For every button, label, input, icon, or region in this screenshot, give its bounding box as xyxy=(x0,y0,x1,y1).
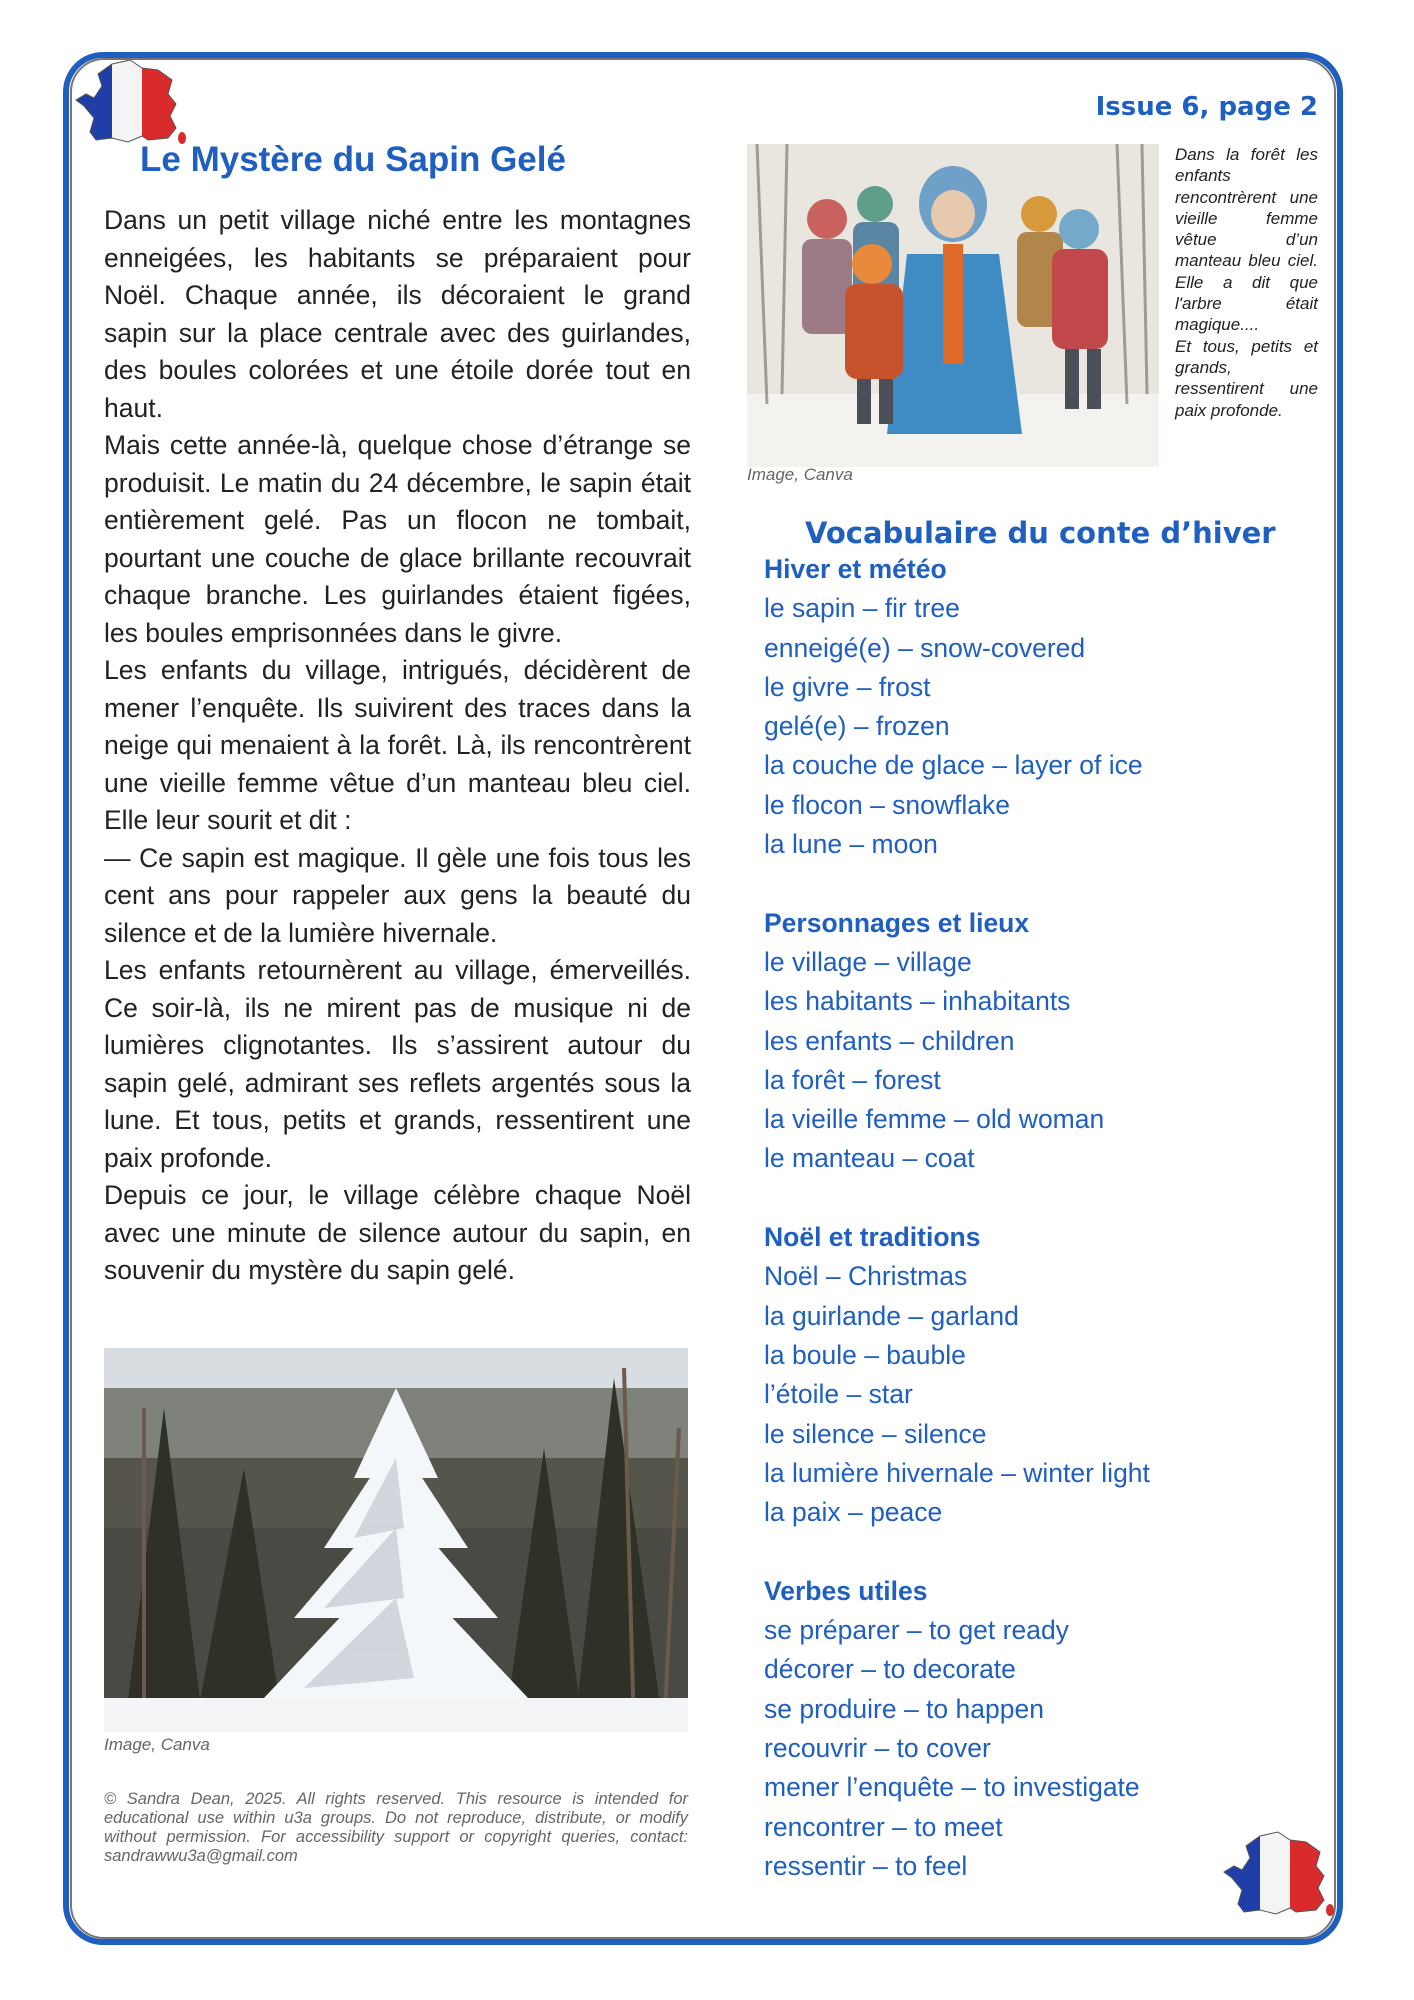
children-image-caption: Image, Canva xyxy=(747,465,853,484)
article-title: Le Mystère du Sapin Gelé xyxy=(140,140,566,179)
copyright-notice: © Sandra Dean, 2025. All rights reserved. This resource is intended for educational use within u3a groups. Do not reproduce, distribute, or modify without permission. For accessibility support or copyright queries, contact: sandrawwu3a@gmail.com xyxy=(104,1790,688,1865)
vocab-item: l’étoile – star xyxy=(764,1379,913,1410)
france-flag-map-icon xyxy=(72,58,190,144)
story-paragraph: Depuis ce jour, le village célèbre chaque Noël avec une minute de silence autour du sapin, en souvenir du mystère du sapin gelé. xyxy=(104,1180,691,1285)
vocab-group-heading: Noël et traditions xyxy=(764,1222,981,1253)
vocab-title: Vocabulaire du conte d’hiver xyxy=(805,516,1276,550)
story-paragraph: Mais cette année-là, quelque chose d’étrange se produisit. Le matin du 24 décembre, le sapin était entièrement gelé. Pas un flocon ne tombait, pourtant une couche de glace brillante recouvrait chaque branche. Les guirlandes étaient figées, les boules emprisonnées dans le givre. xyxy=(104,430,691,648)
story-text xyxy=(104,202,691,1290)
vocab-item: la lumière hivernale – winter light xyxy=(764,1457,1150,1488)
story-paragraph: Dans un petit village niché entre les montagnes enneigées, les habitants se préparaient pour Noël. Chaque année, ils décoraient le grand sapin sur la place centrale avec des guirlandes, des boules colorées et une étoile dorée tout en haut. xyxy=(104,205,691,423)
side-caption xyxy=(1175,144,1318,421)
frozen-tree-image xyxy=(104,1348,688,1732)
side-caption-line: Et tous, petits et grands, ressentirent une paix profonde. xyxy=(1175,336,1318,420)
vocab-item: rencontrer – to meet xyxy=(764,1811,1003,1842)
vocab-group-verbs xyxy=(764,1572,1324,1886)
vocab-item: le givre – frost xyxy=(764,671,931,702)
story-paragraph: Les enfants du village, intrigués, décidèrent de mener l’enquête. Ils suivirent des traces dans la neige qui menaient à la forêt. Là, ils rencontrèrent une vieille femme vêtue d’un manteau bleu ciel. Elle leur sourit et dit : xyxy=(104,655,691,835)
vocab-item: Noël – Christmas xyxy=(764,1261,968,1292)
story-paragraph: Les enfants retournèrent au village, émerveillés. Ce soir-là, ils ne mirent pas de musique ni de lumières clignotantes. Ils s’assirent autour du sapin gelé, admirant ses reflets argentés sous la lune. Et tous, petits et grands, ressentirent une paix profonde. xyxy=(104,955,691,1173)
vocab-group-characters xyxy=(764,904,1324,1179)
vocab-item: le village – village xyxy=(764,946,972,977)
vocab-item: recouvrir – to cover xyxy=(764,1732,991,1763)
vocab-item: décorer – to decorate xyxy=(764,1654,1016,1685)
vocab-item: le silence – silence xyxy=(764,1418,987,1449)
vocab-item: enneigé(e) – snow-covered xyxy=(764,632,1086,663)
vocab-item: la guirlande – garland xyxy=(764,1300,1019,1331)
vocab-group-heading: Hiver et météo xyxy=(764,554,947,584)
issue-label: Issue 6, page 2 xyxy=(1095,92,1318,122)
children-old-woman-image xyxy=(747,144,1159,467)
vocab-item: ressentir – to feel xyxy=(764,1850,968,1881)
vocab-item: se préparer – to get ready xyxy=(764,1615,1069,1646)
vocab-group-heading: Verbes utiles xyxy=(764,1575,928,1606)
vocab-item: se produire – to happen xyxy=(764,1693,1044,1724)
side-caption-line: Dans la forêt les enfants rencontrèrent une vieille femme vêtue d’un manteau bleu ciel. Elle a dit que l'arbre était magique.... xyxy=(1175,145,1318,335)
vocab-list xyxy=(764,550,1324,1886)
vocab-item: le sapin – fir tree xyxy=(764,593,960,624)
vocab-group-heading: Personnages et lieux xyxy=(764,907,1030,938)
vocab-item: la couche de glace – layer of ice xyxy=(764,750,1143,781)
story-paragraph: — Ce sapin est magique. Il gèle une fois tous les cent ans pour rappeler aux gens la beauté du silence et de la lumière hivernale. xyxy=(104,842,691,948)
vocab-item: la vieille femme – old woman xyxy=(764,1104,1105,1135)
vocab-item: les habitants – inhabitants xyxy=(764,986,1071,1017)
vocab-item: les enfants – children xyxy=(764,1025,1015,1056)
frozen-tree-caption: Image, Canva xyxy=(104,1735,210,1754)
vocab-group-weather xyxy=(764,550,1324,864)
vocab-item: gelé(e) – frozen xyxy=(764,711,950,742)
vocab-item: mener l’enquête – to investigate xyxy=(764,1772,1140,1803)
vocab-item: le manteau – coat xyxy=(764,1143,975,1174)
vocab-item: la boule – bauble xyxy=(764,1339,966,1370)
vocab-item: la paix – peace xyxy=(764,1497,943,1528)
vocab-group-christmas xyxy=(764,1218,1324,1532)
vocab-item: la forêt – forest xyxy=(764,1064,941,1095)
vocab-item: la lune – moon xyxy=(764,829,938,860)
vocab-item: le flocon – snowflake xyxy=(764,789,1011,820)
